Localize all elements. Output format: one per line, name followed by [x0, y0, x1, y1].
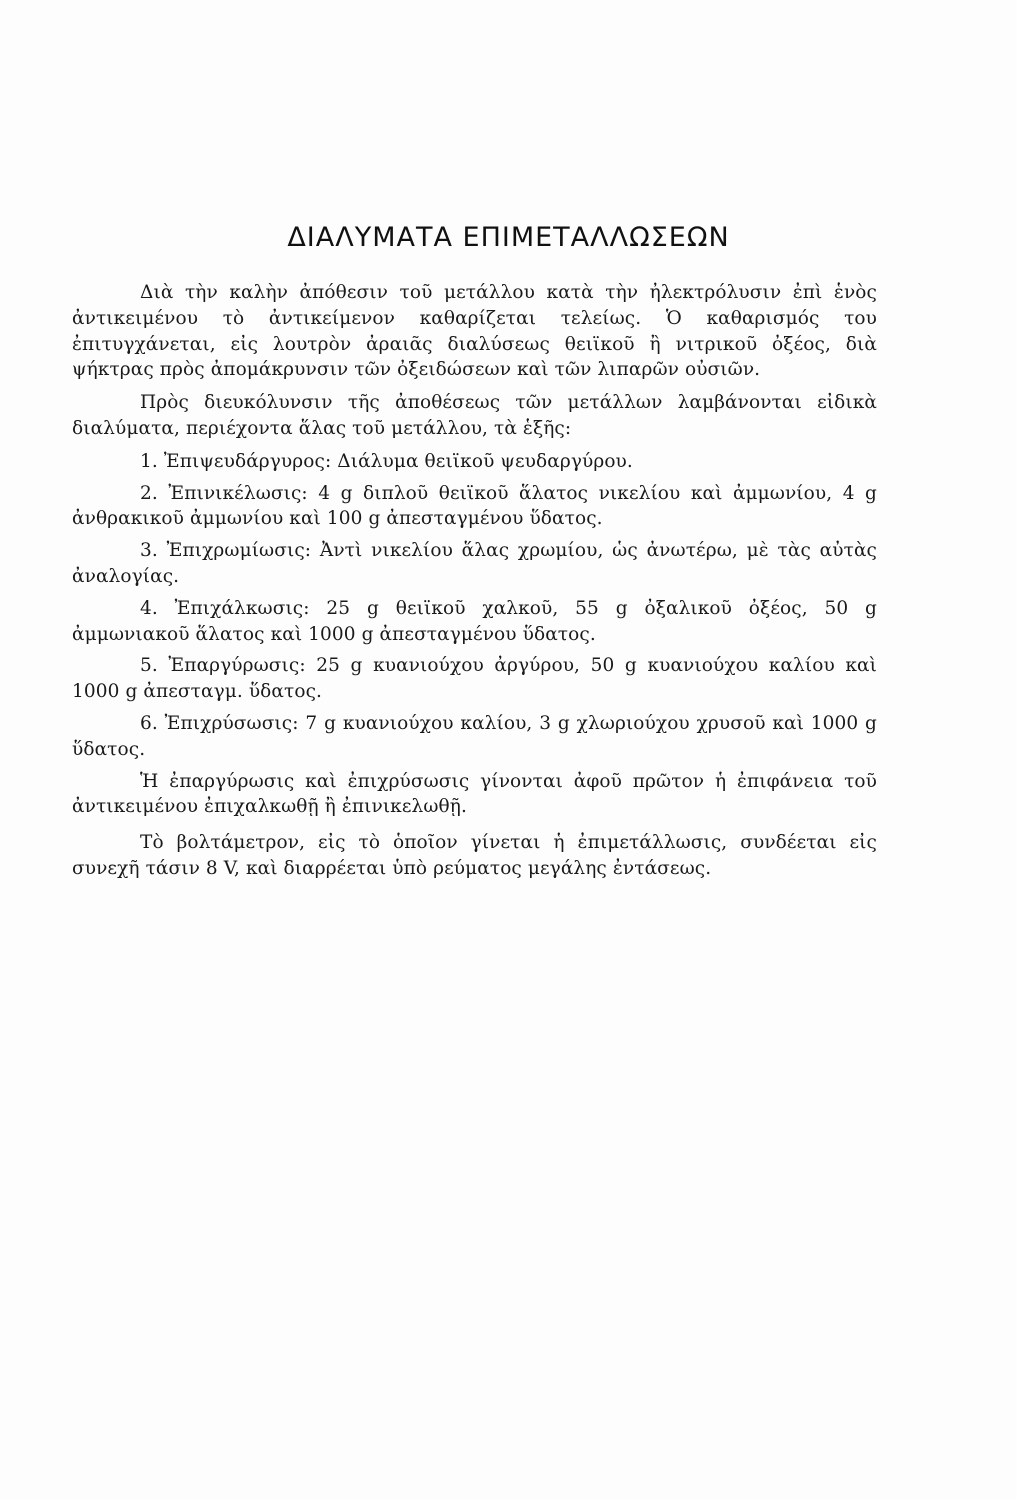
intro-paragraph-solutions: Πρὸς διευκόλυνσιν τῆς ἀποθέσεως τῶν μετάλλων λαμβάνονται εἰδικὰ διαλύματα, περιέχοντα ἅλας τοῦ μετάλλου, τὰ ἑξῆς:: [72, 392, 877, 439]
intro-paragraph-cleaning: Διὰ τὴν καλὴν ἀπόθεσιν τοῦ μετάλλου κατὰ τὴν ἠλεκτρόλυσιν ἐπὶ ἑνὸς ἀντικειμένου τὸ ἀντικείμενον καθαρίζεται τελείως. Ὁ καθαρισμός του ἐπιτυγχάνεται, εἰς λουτρὸν ἀραιᾶς διαλύσεως θειϊκοῦ ἢ νιτρικοῦ ὀξέος, διὰ ψήκτρας πρὸς ἀπομάκρυνσιν τῶν ὀξειδώσεων καὶ τῶν λιπαρῶν οὐσιῶν.: [72, 282, 877, 381]
recipe-zinc-plating: 1. Ἐπιψευδάργυρος: Διάλυμα θειϊκοῦ ψευδαργύρου.: [140, 450, 633, 472]
recipe-silver-plating: 5. Ἐπαργύρωσις: 25 g κυανιούχου ἀργύρου, 50 g κυανιούχου καλίου καὶ 1000 g ἀπεσταγμ. ὕδατος.: [72, 655, 877, 703]
recipe-nickel-plating: 2. Ἐπινικέλωσις: 4 g διπλοῦ θειϊκοῦ ἅλατος νικελίου καὶ ἀμμωνίου, 4 g ἀνθρακικοῦ ἀμμωνίου καὶ 100 g ἀπεσταγμένου ὕδατος.: [72, 482, 877, 530]
page-title: ΔΙΑΛΥΜΑΤΑ ΕΠΙΜΕΤΑΛΛΩΣΕΩΝ: [287, 222, 730, 253]
recipe-gold-plating: 6. Ἐπιχρύσωσις: 7 g κυανιούχου καλίου, 3 g χλωριούχου χρυσοῦ καὶ 1000 g ὕδατος.: [72, 712, 877, 760]
recipe-chrome-plating: 3. Ἐπιχρωμίωσις: Ἀντὶ νικελίου ἅλας χρωμίου, ὡς ἀνωτέρω, μὲ τὰς αὐτὰς ἀναλογίας.: [72, 540, 877, 587]
body-text: [72, 280, 877, 889]
recipe-copper-plating: 4. Ἐπιχάλκωσις: 25 g θειϊκοῦ χαλκοῦ, 55 g ὀξαλικοῦ ὀξέος, 50 g ἀμμωνιακοῦ ἅλατος καὶ 1000 g ἀπεσταγμένου ὕδατος.: [72, 597, 877, 645]
closing-paragraph-order: Ἡ ἐπαργύρωσις καὶ ἐπιχρύσωσις γίνονται ἀφοῦ πρῶτον ἡ ἐπιφάνεια τοῦ ἀντικειμένου ἐπιχαλκωθῇ ἢ ἐπινικελωθῇ.: [72, 770, 877, 818]
closing-paragraph-voltameter: Τὸ βολτάμετρον, εἰς τὸ ὁποῖον γίνεται ἡ ἐπιμετάλλωσις, συνδέεται εἰς συνεχῆ τάσιν 8 V, καὶ διαρρέεται ὑπὸ ρεύματος μεγάλης ἐντάσεως.: [72, 832, 877, 879]
